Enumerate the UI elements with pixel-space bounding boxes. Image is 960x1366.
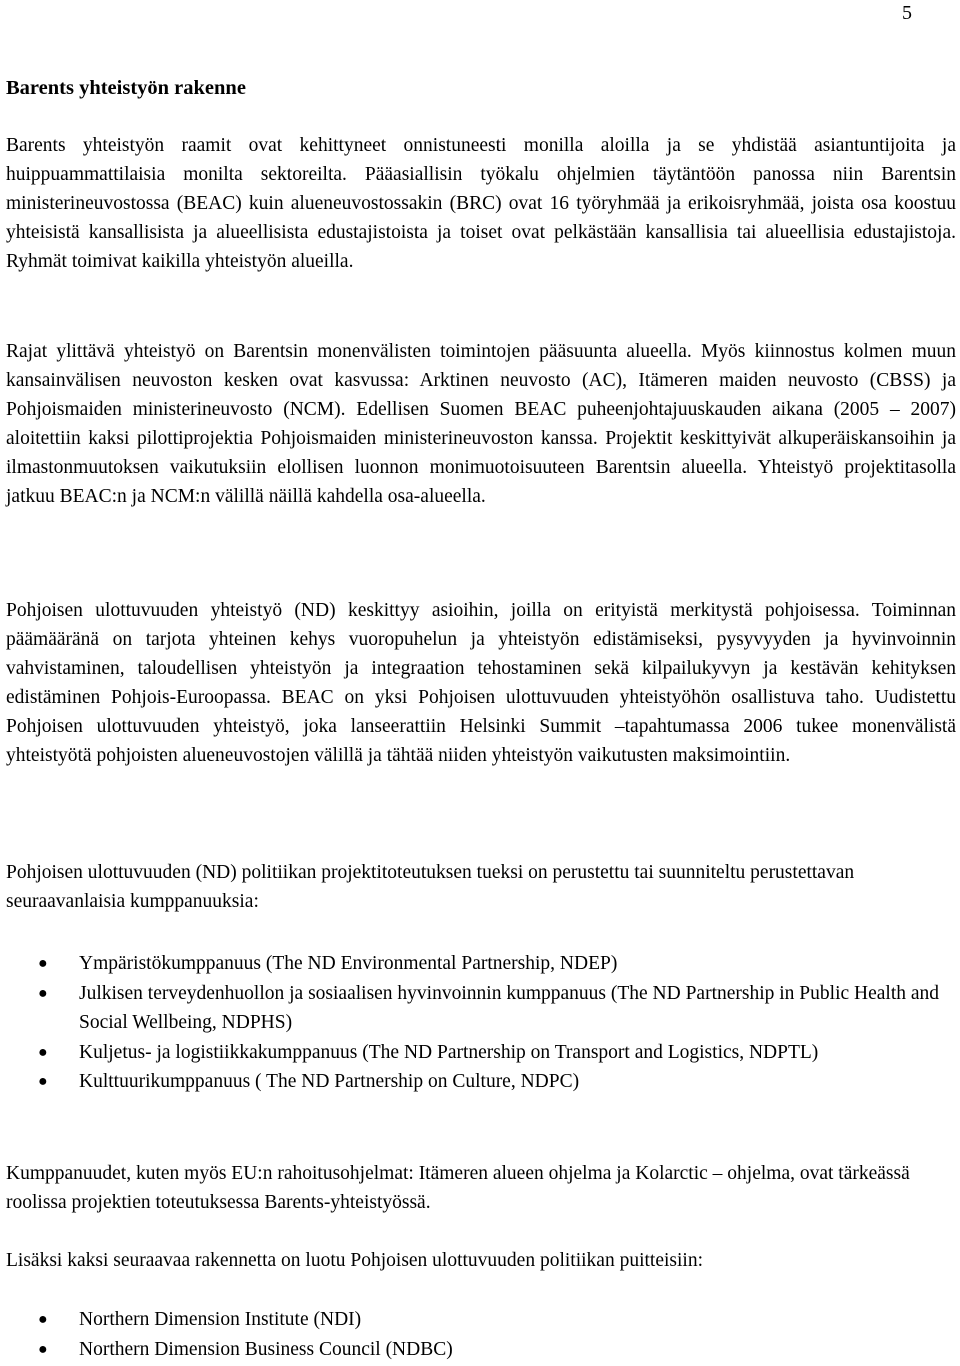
bullet-icon: ●	[38, 1073, 48, 1090]
list-item-text: Northern Dimension Institute (NDI)	[79, 1309, 362, 1330]
list-item	[0, 1305, 950, 1335]
structures-list	[0, 1305, 950, 1364]
paragraph-partnerships-intro: Pohjoisen ulottuvuuden (ND) politiikan projektitoteutuksen tueksi on perustettu tai suunniteltu perustettavan seuraavanlaisia kumppanuuksia:	[6, 862, 855, 912]
page-number: 5	[902, 2, 912, 24]
paragraph-northern-dimension: Pohjoisen ulottuvuuden yhteistyö (ND) keskittyy asioihin, joilla on erityistä merkitystä pohjoisessa. Toiminnan päämääränä on tarjota yhteinen kehys vuoropuhelun ja yhteistyön edistämiseksi, pysyvyyden ja hyvinvoinnin vahvistaminen, taloudellisen yhteistyön ja integraation tehostaminen sekä kilpailukyvyn ja kestävän kehityksen edistäminen Pohjois-Euroopassa. BEAC on yksi Pohjoisen ulottuvuuden yhteistyöhön osallistuva taho. Uudistettu Pohjoisen ulottuvuuden yhteistyö, joka lanseerattiin Helsinki Summit –tapahtumassa 2006 tukee monenvälistä yhteistyötä pohjoisten alueneuvostojen välillä ja tähtää niiden yhteistyön vaikutusten maksimointiin.	[6, 600, 956, 766]
list-item	[0, 1335, 950, 1365]
paragraph-structures-intro: Lisäksi kaksi seuraavaa rakennetta on luotu Pohjoisen ulottuvuuden politiikan puitteisiin:	[6, 1250, 704, 1271]
list-item	[0, 1038, 950, 1068]
bullet-icon: ●	[38, 1043, 48, 1061]
bullet-icon: ●	[38, 1340, 48, 1358]
bullet-icon: ●	[38, 955, 48, 972]
paragraph-structure: Barents yhteistyön raamit ovat kehittyneet onnistuneesti monilla aloilla ja se yhdistää asiantuntijoita ja huippuammattilaisia monilta sektoreilta. Pääasiallisin työkalu ohjelmien täytäntöön panossa niin Barentsin ministerineuvostossa (BEAC) kuin alueneuvostossakin (BRC) ovat 16 työryhmää ja erikoisryhmää, joista osa koostuu yhteisistä kansallisista ja alueellisista edustajistoista ja toiset ovat pelkästään kansallisia tai alueellisia edustajistoja. Ryhmät toimivat kaikilla yhteistyön alueilla.	[6, 135, 956, 272]
paragraph-programmes: Kumppanuudet, kuten myös EU:n rahoitusohjelmat: Itämeren alueen ohjelma ja Kolarctic – ohjelma, ovat tärkeässä roolissa projektien toteutuksessa Barents-yhteistyössä.	[6, 1163, 910, 1213]
list-item-text: Julkisen terveydenhuollon ja sosiaalisen hyvinvoinnin kumppanuus (The ND Partnership in Public Health and Social Wellbeing, NDPHS)	[79, 982, 940, 1033]
list-item-text: Ympäristökumppanuus (The ND Environmental Partnership, NDEP)	[79, 953, 618, 974]
bullet-icon: ●	[38, 984, 48, 1002]
partnership-list	[0, 949, 950, 1097]
paragraph-cross-border: Rajat ylittävä yhteistyö on Barentsin monenvälisten toimintojen pääsuunta alueella. Myös kiinnostus kolmen muun kansainvälisen neuvoston kesken ovat kasvussa: Arktinen neuvosto (AC), Itämeren maiden neuvosto (CBSS) ja Pohjoismaiden ministerineuvosto (NCM). Edellisen Suomen BEAC puheenjohtajuuskauden aikana (2005 – 2007) aloitettiin kaksi pilottiprojektia Pohjoismaiden ministerineuvoston kanssa. Projektit keskittyivät alkuperäiskansoihin ja ilmastonmuutoksen vaikutuksiin elollisen luonnon monimuotoisuuteen Barentsin alueella. Yhteistyö projektitasolla jatkuu BEAC:n ja NCM:n välillä näillä kahdella osa-alueella.	[6, 341, 956, 507]
section-heading: Barents yhteistyön rakenne	[6, 77, 246, 99]
list-item	[0, 1067, 950, 1097]
list-item-text: Kulttuurikumppanuus ( The ND Partnership on Culture, NDPC)	[79, 1071, 580, 1092]
list-item	[0, 979, 950, 1038]
list-item-text: Kuljetus- ja logistiikkakumppanuus (The ND Partnership on Transport and Logistics, NDPTL)	[79, 1041, 819, 1063]
bullet-icon: ●	[38, 1311, 48, 1328]
list-item	[0, 949, 950, 979]
list-item-text: Northern Dimension Business Council (NDBC)	[79, 1338, 453, 1360]
